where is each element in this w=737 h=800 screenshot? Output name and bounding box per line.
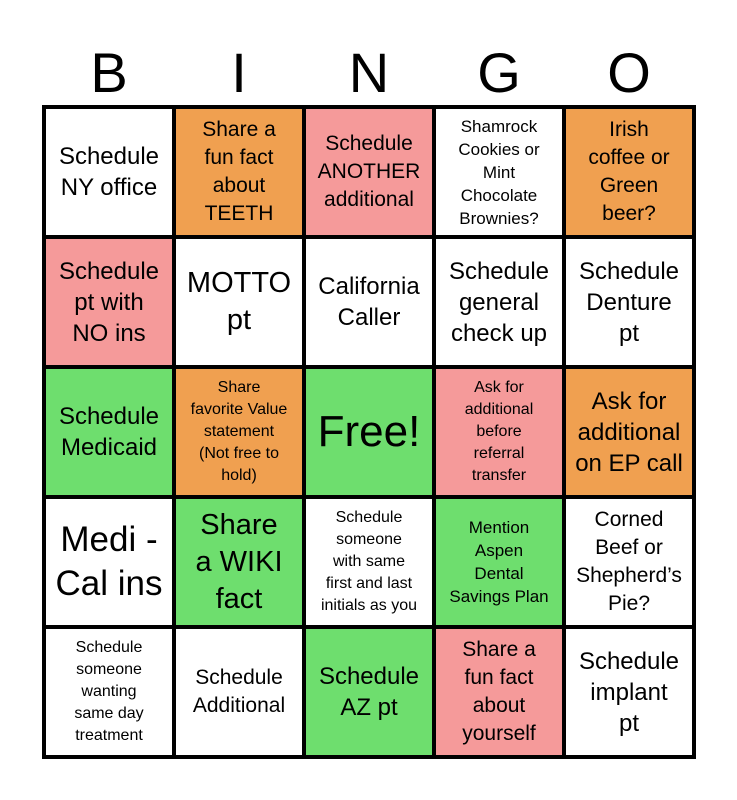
bingo-cell-i3[interactable]: Share favorite Value statement (Not free to hold) xyxy=(174,367,304,497)
bingo-cell-o3[interactable]: Ask for additional on EP call xyxy=(564,367,694,497)
bingo-cell-free[interactable]: Free! xyxy=(304,367,434,497)
header-letter-i: I xyxy=(231,41,247,104)
bingo-cell-g5[interactable]: Share a fun fact about yourself xyxy=(434,627,564,757)
bingo-cell-b4[interactable]: Medi - Cal ins xyxy=(44,497,174,627)
bingo-cell-g2[interactable]: Schedule general check up xyxy=(434,237,564,367)
bingo-board xyxy=(42,105,696,759)
header-letter-b: B xyxy=(90,41,128,104)
bingo-cell-o5[interactable]: Schedule implant pt xyxy=(564,627,694,757)
header-letter-o: O xyxy=(607,41,651,104)
bingo-cell-b2[interactable]: Schedule pt with NO ins xyxy=(44,237,174,367)
bingo-header xyxy=(44,40,694,106)
bingo-cell-b5[interactable]: Schedule someone wanting same day treatment xyxy=(44,627,174,757)
header-letter-g: G xyxy=(477,41,521,104)
header-letter-n: N xyxy=(348,41,390,104)
bingo-cell-n5[interactable]: Schedule AZ pt xyxy=(304,627,434,757)
bingo-cell-g4[interactable]: Mention Aspen Dental Savings Plan xyxy=(434,497,564,627)
bingo-cell-b3[interactable]: Schedule Medicaid xyxy=(44,367,174,497)
bingo-cell-o1[interactable]: Irish coffee or Green beer? xyxy=(564,107,694,237)
bingo-cell-g1[interactable]: Shamrock Cookies or Mint Chocolate Brownies? xyxy=(434,107,564,237)
bingo-cell-i2[interactable]: MOTTO pt xyxy=(174,237,304,367)
bingo-cell-i4[interactable]: Share a WIKI fact xyxy=(174,497,304,627)
bingo-cell-g3[interactable]: Ask for additional before referral transfer xyxy=(434,367,564,497)
bingo-cell-o2[interactable]: Schedule Denture pt xyxy=(564,237,694,367)
bingo-cell-n2[interactable]: California Caller xyxy=(304,237,434,367)
bingo-cell-n1[interactable]: Schedule ANOTHER additional xyxy=(304,107,434,237)
bingo-cell-i5[interactable]: Schedule Additional xyxy=(174,627,304,757)
bingo-cell-b1[interactable]: Schedule NY office xyxy=(44,107,174,237)
bingo-cell-i1[interactable]: Share a fun fact about TEETH xyxy=(174,107,304,237)
bingo-cell-n4[interactable]: Schedule someone with same first and last initials as you xyxy=(304,497,434,627)
bingo-cell-o4[interactable]: Corned Beef or Shepherd’s Pie? xyxy=(564,497,694,627)
